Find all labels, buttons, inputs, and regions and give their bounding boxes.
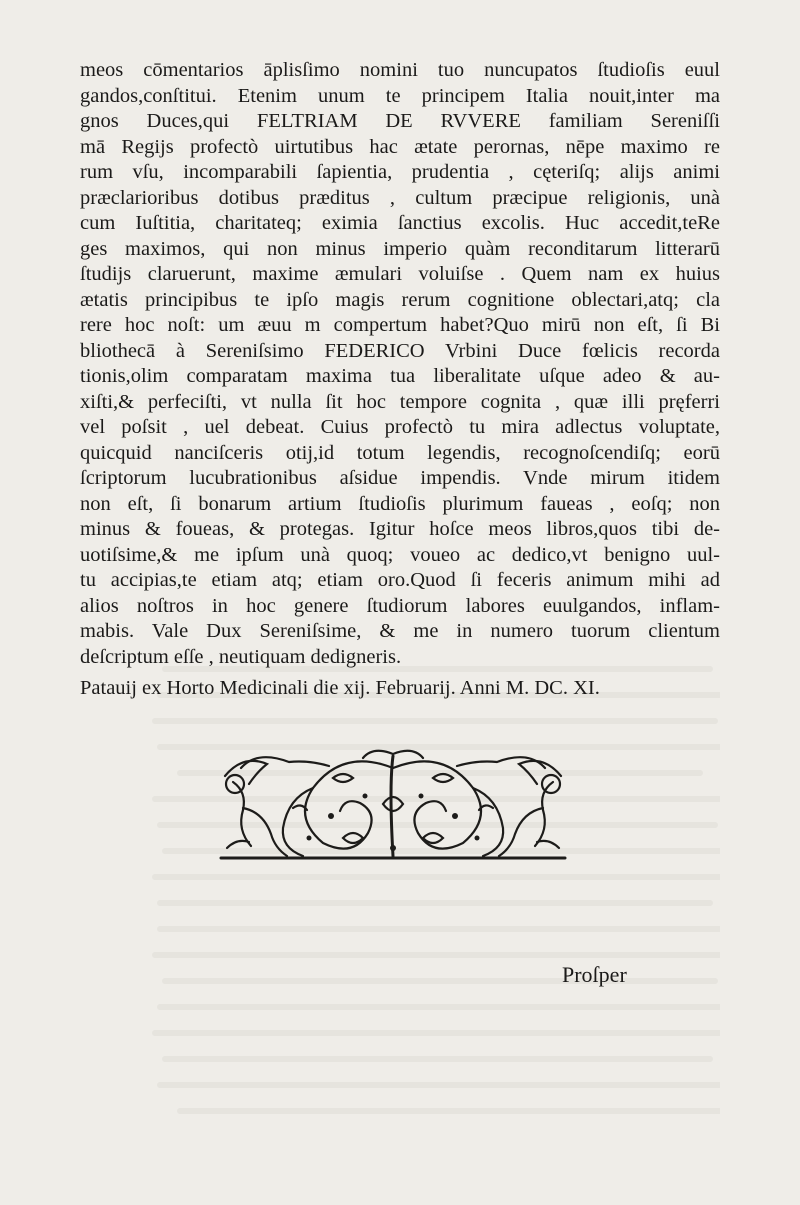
text-line: meos cōmentarios āplisſimo nomini tuo nuncupatos ſtudioſis euul <box>80 59 720 81</box>
show-through-lines <box>150 655 720 1115</box>
text-line: non eſt, ſi bonarum artium ſtudioſis plurimum faueas , eoſq; non <box>80 492 720 515</box>
text-line: gnos Duces,qui FELTRIAM DE RVVERE familiam Sereniſſi <box>80 110 720 132</box>
dedication-body <box>80 58 720 670</box>
text-line: rum vſu, incomparabili ſapientia, prudentia , cęteriſq; alijs animi <box>80 161 720 183</box>
text-line: tionis,olim comparatam maxima tua liberalitate uſque adeo & au- <box>80 365 720 387</box>
text-line: ſcriptorum lucubrationibus aſsidue impendis. Vnde mirum itidem <box>80 467 720 489</box>
text-line: ſtudijs claruerunt, maxime æmulari voluiſse . Quem nam ex huius <box>80 263 720 285</box>
text-line: præclarioribus dotibus præditus , cultum præcipue religionis, unà <box>80 186 720 209</box>
floral-ornament-icon <box>213 738 573 864</box>
text-line: rere hoc noſt: um æuu m compertum habet?Quo mirū non eſt, ſi Bi <box>80 314 720 336</box>
text-line: alios noſtros in hoc genere ſtudiorum labores euulgandos, inflam- <box>80 594 720 617</box>
catchword: Proſper <box>562 962 627 987</box>
text-line: mā Regijs profectò uirtutibus hac ætate perornas, nēpe maximo re <box>80 135 720 158</box>
text-line: minus & foueas, & protegas. Igitur hoſce meos libros,quos tibi de- <box>80 518 720 540</box>
show-through-texture <box>150 655 720 1124</box>
text-line: tu accipias,te etiam atq; etiam oro.Quod ſi feceris animum mihi ad <box>80 569 720 591</box>
dateline: Patauij ex Horto Medicinali die xij. Februarij. Anni M. DC. XI. <box>80 677 600 699</box>
text-line: xiſti,& perfeciſti, vt nulla ſit hoc tempore cognita , quæ illi pręferri <box>80 390 720 413</box>
text-line: quicquid nanciſceris otij,id totum legendis, recognoſcendiſq; eorū <box>80 441 720 464</box>
text-line: cum Iuſtitia, charitateq; eximia ſanctius excolis. Huc accedit,teRe <box>80 212 720 234</box>
text-line: bliothecā à Sereniſsimo FEDERICO Vrbini Duce fœlicis recorda <box>80 339 720 362</box>
text-line: mabis. Vale Dux Sereniſsime, & me in numero tuorum clientum <box>80 620 720 642</box>
text-line: uotiſsime,& me ipſum unà quoq; voueo ac dedico,vt benigno uul- <box>80 543 720 566</box>
text-line: gandos,conſtitui. Etenim unum te principem Italia nouit,inter ma <box>80 84 720 107</box>
text-line: deſcriptum eſſe , neutiquam dedigneris. <box>80 645 402 668</box>
text-line: ætatis principibus te ipſo magis rerum cognitione oblectari,atq; cla <box>80 288 720 311</box>
text-line: vel poſsit , uel debeat. Cuius profectò tu mira adlectus voluptate, <box>80 416 720 438</box>
text-line: ges maximos, qui non minus imperio quàm reconditarum litterarū <box>80 237 720 260</box>
